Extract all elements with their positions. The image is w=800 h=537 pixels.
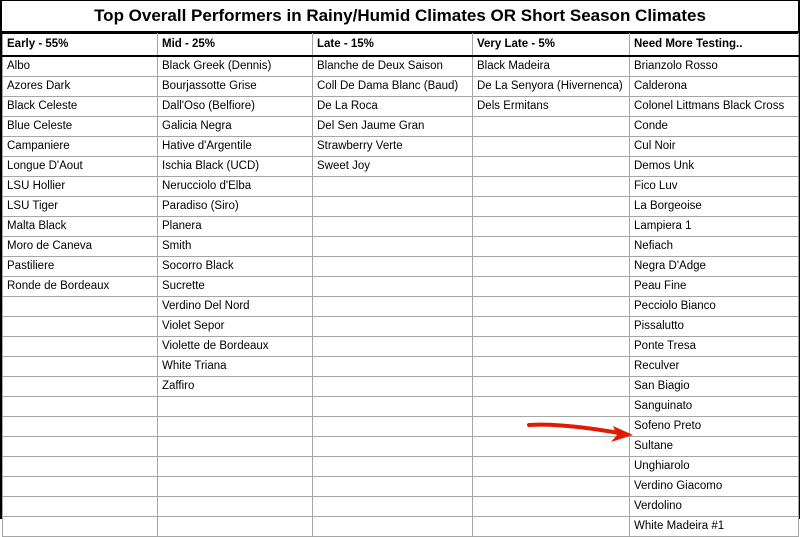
table-cell xyxy=(158,417,313,437)
table-cell: Campaniere xyxy=(3,137,158,157)
table-cell xyxy=(158,517,313,537)
table-cell: Ronde de Bordeaux xyxy=(3,277,158,297)
table-row xyxy=(3,137,799,157)
table-cell xyxy=(313,477,473,497)
table-row xyxy=(3,117,799,137)
performers-table xyxy=(2,33,799,537)
table-cell: Sofeno Preto xyxy=(630,417,799,437)
table-cell xyxy=(313,397,473,417)
table-cell: Violet Sepor xyxy=(158,317,313,337)
table-cell: Socorro Black xyxy=(158,257,313,277)
table-cell xyxy=(473,497,630,517)
table-cell xyxy=(473,437,630,457)
table-cell: Sweet Joy xyxy=(313,157,473,177)
table-row xyxy=(3,217,799,237)
table-cell: Fico Luv xyxy=(630,177,799,197)
table-cell: Sultane xyxy=(630,437,799,457)
table-cell: Galicia Negra xyxy=(158,117,313,137)
table-row xyxy=(3,97,799,117)
table-row xyxy=(3,197,799,217)
table-cell: Malta Black xyxy=(3,217,158,237)
table-cell xyxy=(473,397,630,417)
table-row xyxy=(3,277,799,297)
table-cell: Conde xyxy=(630,117,799,137)
table-cell xyxy=(313,237,473,257)
table-cell xyxy=(3,517,158,537)
table-cell: Reculver xyxy=(630,357,799,377)
table-cell xyxy=(473,237,630,257)
column-header-mid: Mid - 25% xyxy=(158,34,313,57)
table-cell: Negra D'Adge xyxy=(630,257,799,277)
table-cell xyxy=(473,277,630,297)
table-cell: Ischia Black (UCD) xyxy=(158,157,313,177)
page-title: Top Overall Performers in Rainy/Humid Climates OR Short Season Climates xyxy=(2,1,798,33)
table-cell xyxy=(473,457,630,477)
column-header-early: Early - 55% xyxy=(3,34,158,57)
table-cell xyxy=(313,497,473,517)
table-cell xyxy=(3,317,158,337)
table-row xyxy=(3,297,799,317)
table-cell: Dels Ermitans xyxy=(473,97,630,117)
table-cell: Bourjassotte Grise xyxy=(158,77,313,97)
table-cell xyxy=(313,437,473,457)
column-header-need-more-testing: Need More Testing.. xyxy=(630,34,799,57)
table-row xyxy=(3,497,799,517)
table-row xyxy=(3,56,799,77)
table-cell xyxy=(473,477,630,497)
table-cell xyxy=(313,197,473,217)
table-cell xyxy=(158,457,313,477)
table-row xyxy=(3,257,799,277)
table-body xyxy=(3,56,799,537)
table-cell: Sanguinato xyxy=(630,397,799,417)
table-cell xyxy=(313,377,473,397)
table-row xyxy=(3,337,799,357)
table-cell xyxy=(473,157,630,177)
table-cell xyxy=(473,177,630,197)
table-cell: Unghiarolo xyxy=(630,457,799,477)
table-cell xyxy=(313,317,473,337)
table-cell: Colonel Littmans Black Cross xyxy=(630,97,799,117)
table-row xyxy=(3,377,799,397)
table-cell xyxy=(313,217,473,237)
table-cell: Sucrette xyxy=(158,277,313,297)
table-cell: Blue Celeste xyxy=(3,117,158,137)
table-cell xyxy=(473,257,630,277)
table-cell: Azores Dark xyxy=(3,77,158,97)
table-cell xyxy=(313,337,473,357)
table-cell xyxy=(473,337,630,357)
table-cell: Calderona xyxy=(630,77,799,97)
table-cell: Black Greek (Dennis) xyxy=(158,56,313,77)
table-cell xyxy=(158,477,313,497)
table-cell: White Madeira #1 xyxy=(630,517,799,537)
table-cell: Pecciolo Bianco xyxy=(630,297,799,317)
table-cell xyxy=(473,377,630,397)
table-cell xyxy=(313,277,473,297)
table-cell: Dall'Oso (Belfiore) xyxy=(158,97,313,117)
table-cell: Del Sen Jaume Gran xyxy=(313,117,473,137)
table-cell: Zaffiro xyxy=(158,377,313,397)
table-cell: Planera xyxy=(158,217,313,237)
table-cell: Lampiera 1 xyxy=(630,217,799,237)
table-cell xyxy=(473,117,630,137)
table-cell xyxy=(473,217,630,237)
table-row xyxy=(3,157,799,177)
table-row xyxy=(3,417,799,437)
table-cell: Blanche de Deux Saison xyxy=(313,56,473,77)
table-cell xyxy=(313,177,473,197)
column-header-very-late: Very Late - 5% xyxy=(473,34,630,57)
table-cell: La Borgeoise xyxy=(630,197,799,217)
table-cell xyxy=(313,457,473,477)
table-cell: Violette de Bordeaux xyxy=(158,337,313,357)
table-cell: Black Celeste xyxy=(3,97,158,117)
table-cell: White Triana xyxy=(158,357,313,377)
table-cell xyxy=(313,517,473,537)
table-cell xyxy=(473,137,630,157)
table-cell: Nerucciolo d'Elba xyxy=(158,177,313,197)
table-cell: Smith xyxy=(158,237,313,257)
table-cell xyxy=(3,477,158,497)
table-cell xyxy=(3,357,158,377)
table-row xyxy=(3,457,799,477)
table-cell: Paradiso (Siro) xyxy=(158,197,313,217)
table-cell: Coll De Dama Blanc (Baud) xyxy=(313,77,473,97)
table-row xyxy=(3,77,799,97)
table-cell: Strawberry Verte xyxy=(313,137,473,157)
table-row xyxy=(3,317,799,337)
table-header-row xyxy=(3,34,799,57)
table-cell xyxy=(158,397,313,417)
table-cell: San Biagio xyxy=(630,377,799,397)
table-cell: Verdolino xyxy=(630,497,799,517)
table-cell xyxy=(3,497,158,517)
table-cell xyxy=(3,417,158,437)
table-cell: Hative d'Argentile xyxy=(158,137,313,157)
table-cell xyxy=(158,437,313,457)
table-row xyxy=(3,237,799,257)
table-cell: Demos Unk xyxy=(630,157,799,177)
table-cell xyxy=(3,297,158,317)
table-cell: Longue D'Aout xyxy=(3,157,158,177)
table-cell xyxy=(313,417,473,437)
table-cell xyxy=(473,317,630,337)
table-cell: Nefiach xyxy=(630,237,799,257)
table-cell: Cul Noir xyxy=(630,137,799,157)
table-row xyxy=(3,437,799,457)
table-row xyxy=(3,177,799,197)
table-cell xyxy=(158,497,313,517)
table-cell: Brianzolo Rosso xyxy=(630,56,799,77)
table-cell: Pissalutto xyxy=(630,317,799,337)
table-cell xyxy=(3,397,158,417)
table-cell xyxy=(473,297,630,317)
table-cell: De La Senyora (Hivernenca) xyxy=(473,77,630,97)
table-cell: Black Madeira xyxy=(473,56,630,77)
table-cell xyxy=(3,437,158,457)
table-cell: Ponte Tresa xyxy=(630,337,799,357)
table-cell xyxy=(313,257,473,277)
table-cell: De La Roca xyxy=(313,97,473,117)
table-row xyxy=(3,397,799,417)
table-cell: Albo xyxy=(3,56,158,77)
table-cell xyxy=(473,197,630,217)
table-cell: Verdino Giacomo xyxy=(630,477,799,497)
table-cell xyxy=(3,457,158,477)
table-cell: Pastiliere xyxy=(3,257,158,277)
table-cell xyxy=(3,337,158,357)
table-cell: LSU Hollier xyxy=(3,177,158,197)
table-row xyxy=(3,357,799,377)
table-row xyxy=(3,477,799,497)
table-cell: Peau Fine xyxy=(630,277,799,297)
column-header-late: Late - 15% xyxy=(313,34,473,57)
table-cell xyxy=(473,517,630,537)
table-cell xyxy=(3,377,158,397)
table-cell: Moro de Caneva xyxy=(3,237,158,257)
table-cell: LSU Tiger xyxy=(3,197,158,217)
table-cell xyxy=(473,417,630,437)
table-cell xyxy=(473,357,630,377)
table-cell xyxy=(313,297,473,317)
table-cell: Verdino Del Nord xyxy=(158,297,313,317)
table-cell xyxy=(313,357,473,377)
table-row xyxy=(3,517,799,537)
